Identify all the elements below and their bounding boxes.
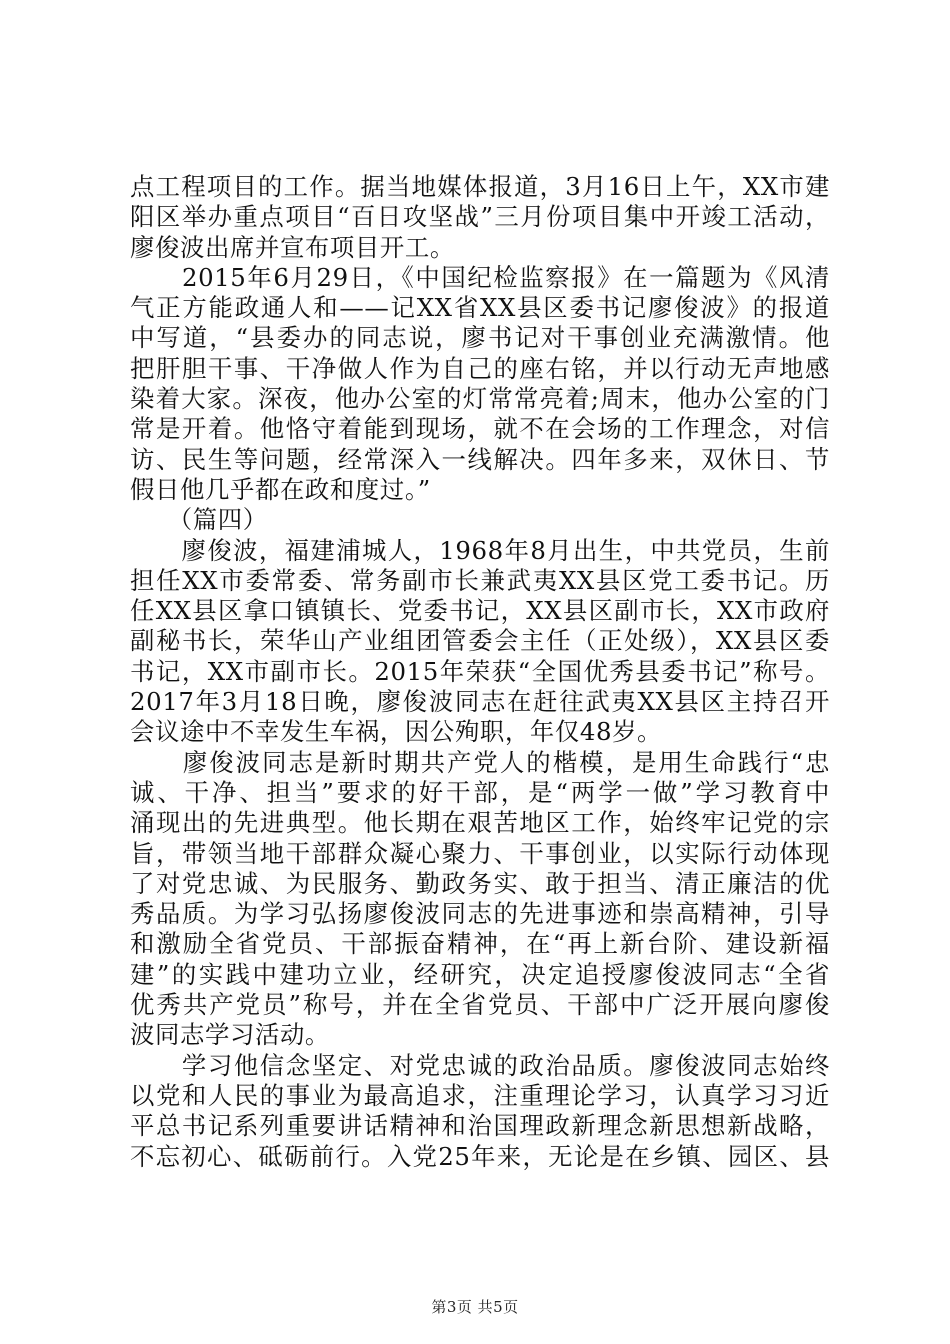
text-line: 学习他信念坚定、对党忠诚的政治品质。廖俊波同志始终: [130, 1050, 830, 1080]
text-line: 点工程项目的工作。据当地媒体报道，3月16日上午，XX市建: [130, 172, 830, 201]
text-line: 访、民生等问题，经常深入一线解决。四年多来，双休日、节: [130, 444, 830, 474]
text-line: 书记，XX市副市长。2015年荣获“全国优秀县委书记”称号。: [130, 656, 830, 686]
text-line: 旨，带领当地干部群众凝心聚力、干事创业，以实际行动体现: [130, 838, 830, 868]
text-line: 2017年3月18日晚，廖俊波同志在赶往武夷XX县区主持召开: [130, 687, 830, 717]
text-line: 优秀共产党员”称号，并在全省党员、干部中广泛开展向廖俊: [130, 990, 830, 1020]
text-line: 涌现出的先进典型。他长期在艰苦地区工作，始终牢记党的宗: [130, 808, 830, 838]
page-number-footer: 第3页 共5页: [431, 1298, 519, 1316]
text-line: 中写道，“县委办的同志说，廖书记对干事创业充满激情。他: [130, 323, 830, 353]
text-line: 任XX县区拿口镇镇长、党委书记，XX县区副市长，XX市政府: [130, 596, 830, 626]
text-line: 波同志学习活动。: [130, 1020, 330, 1050]
text-line: 秀品质。为学习弘扬廖俊波同志的先进事迹和崇高精神，引导: [130, 899, 830, 929]
text-line: 染着大家。深夜，他办公室的灯常常亮着;周末，他办公室的门: [130, 384, 830, 414]
text-line: 副秘书长，荣华山产业组团管委会主任（正处级），XX县区委: [130, 626, 830, 656]
text-line: 廖俊波，福建浦城人，1968年8月出生，中共党员，生前: [130, 535, 830, 565]
body-text: [130, 172, 830, 1172]
text-line: 平总书记系列重要讲话精神和治国理政新理念新思想新战略，: [130, 1111, 830, 1141]
text-line: 会议途中不幸发生车祸，因公殉职，年仅48岁。: [130, 717, 663, 747]
text-line: 了对党忠诚、为民服务、勤政务实、敢于担当、清正廉洁的优: [130, 868, 830, 898]
text-line: 气正方能政通人和——记XX省XX县区委书记廖俊波》的报道: [130, 293, 830, 323]
text-line: 建”的实践中建功立业，经研究，决定追授廖俊波同志“全省: [130, 959, 830, 989]
text-line: 诚、干净、担当”要求的好干部，是“两学一做”学习教育中: [130, 777, 830, 807]
text-line: 把肝胆干事、干净做人作为自己的座右铭，并以行动无声地感: [130, 353, 830, 383]
text-line: 廖俊波同志是新时期共产党人的楷模，是用生命践行“忠: [130, 747, 830, 777]
text-line: 不忘初心、砥砺前行。入党25年来，无论是在乡镇、园区、县: [130, 1141, 830, 1171]
text-line: 常是开着。他恪守着能到现场，就不在会场的工作理念，对信: [130, 414, 830, 444]
text-line: 以党和人民的事业为最高追求，注重理论学习，认真学习习近: [130, 1080, 830, 1110]
text-line: 2015年6月29日，《中国纪检监察报》在一篇题为《风清: [130, 262, 830, 292]
text-line: 假日他几乎都在政和度过。”: [130, 474, 431, 504]
text-line: 廖俊波出席并宣布项目开工。: [130, 232, 455, 262]
text-line: 和激励全省党员、干部振奋精神，在“再上新台阶、建设新福: [130, 929, 830, 959]
section-heading: （篇四）: [130, 505, 268, 535]
text-line: 阳区举办重点项目“百日攻坚战”三月份项目集中开竣工活动，: [130, 202, 830, 232]
text-line: 担任XX市委常委、常务副市长兼武夷XX县区党工委书记。历: [130, 565, 830, 595]
